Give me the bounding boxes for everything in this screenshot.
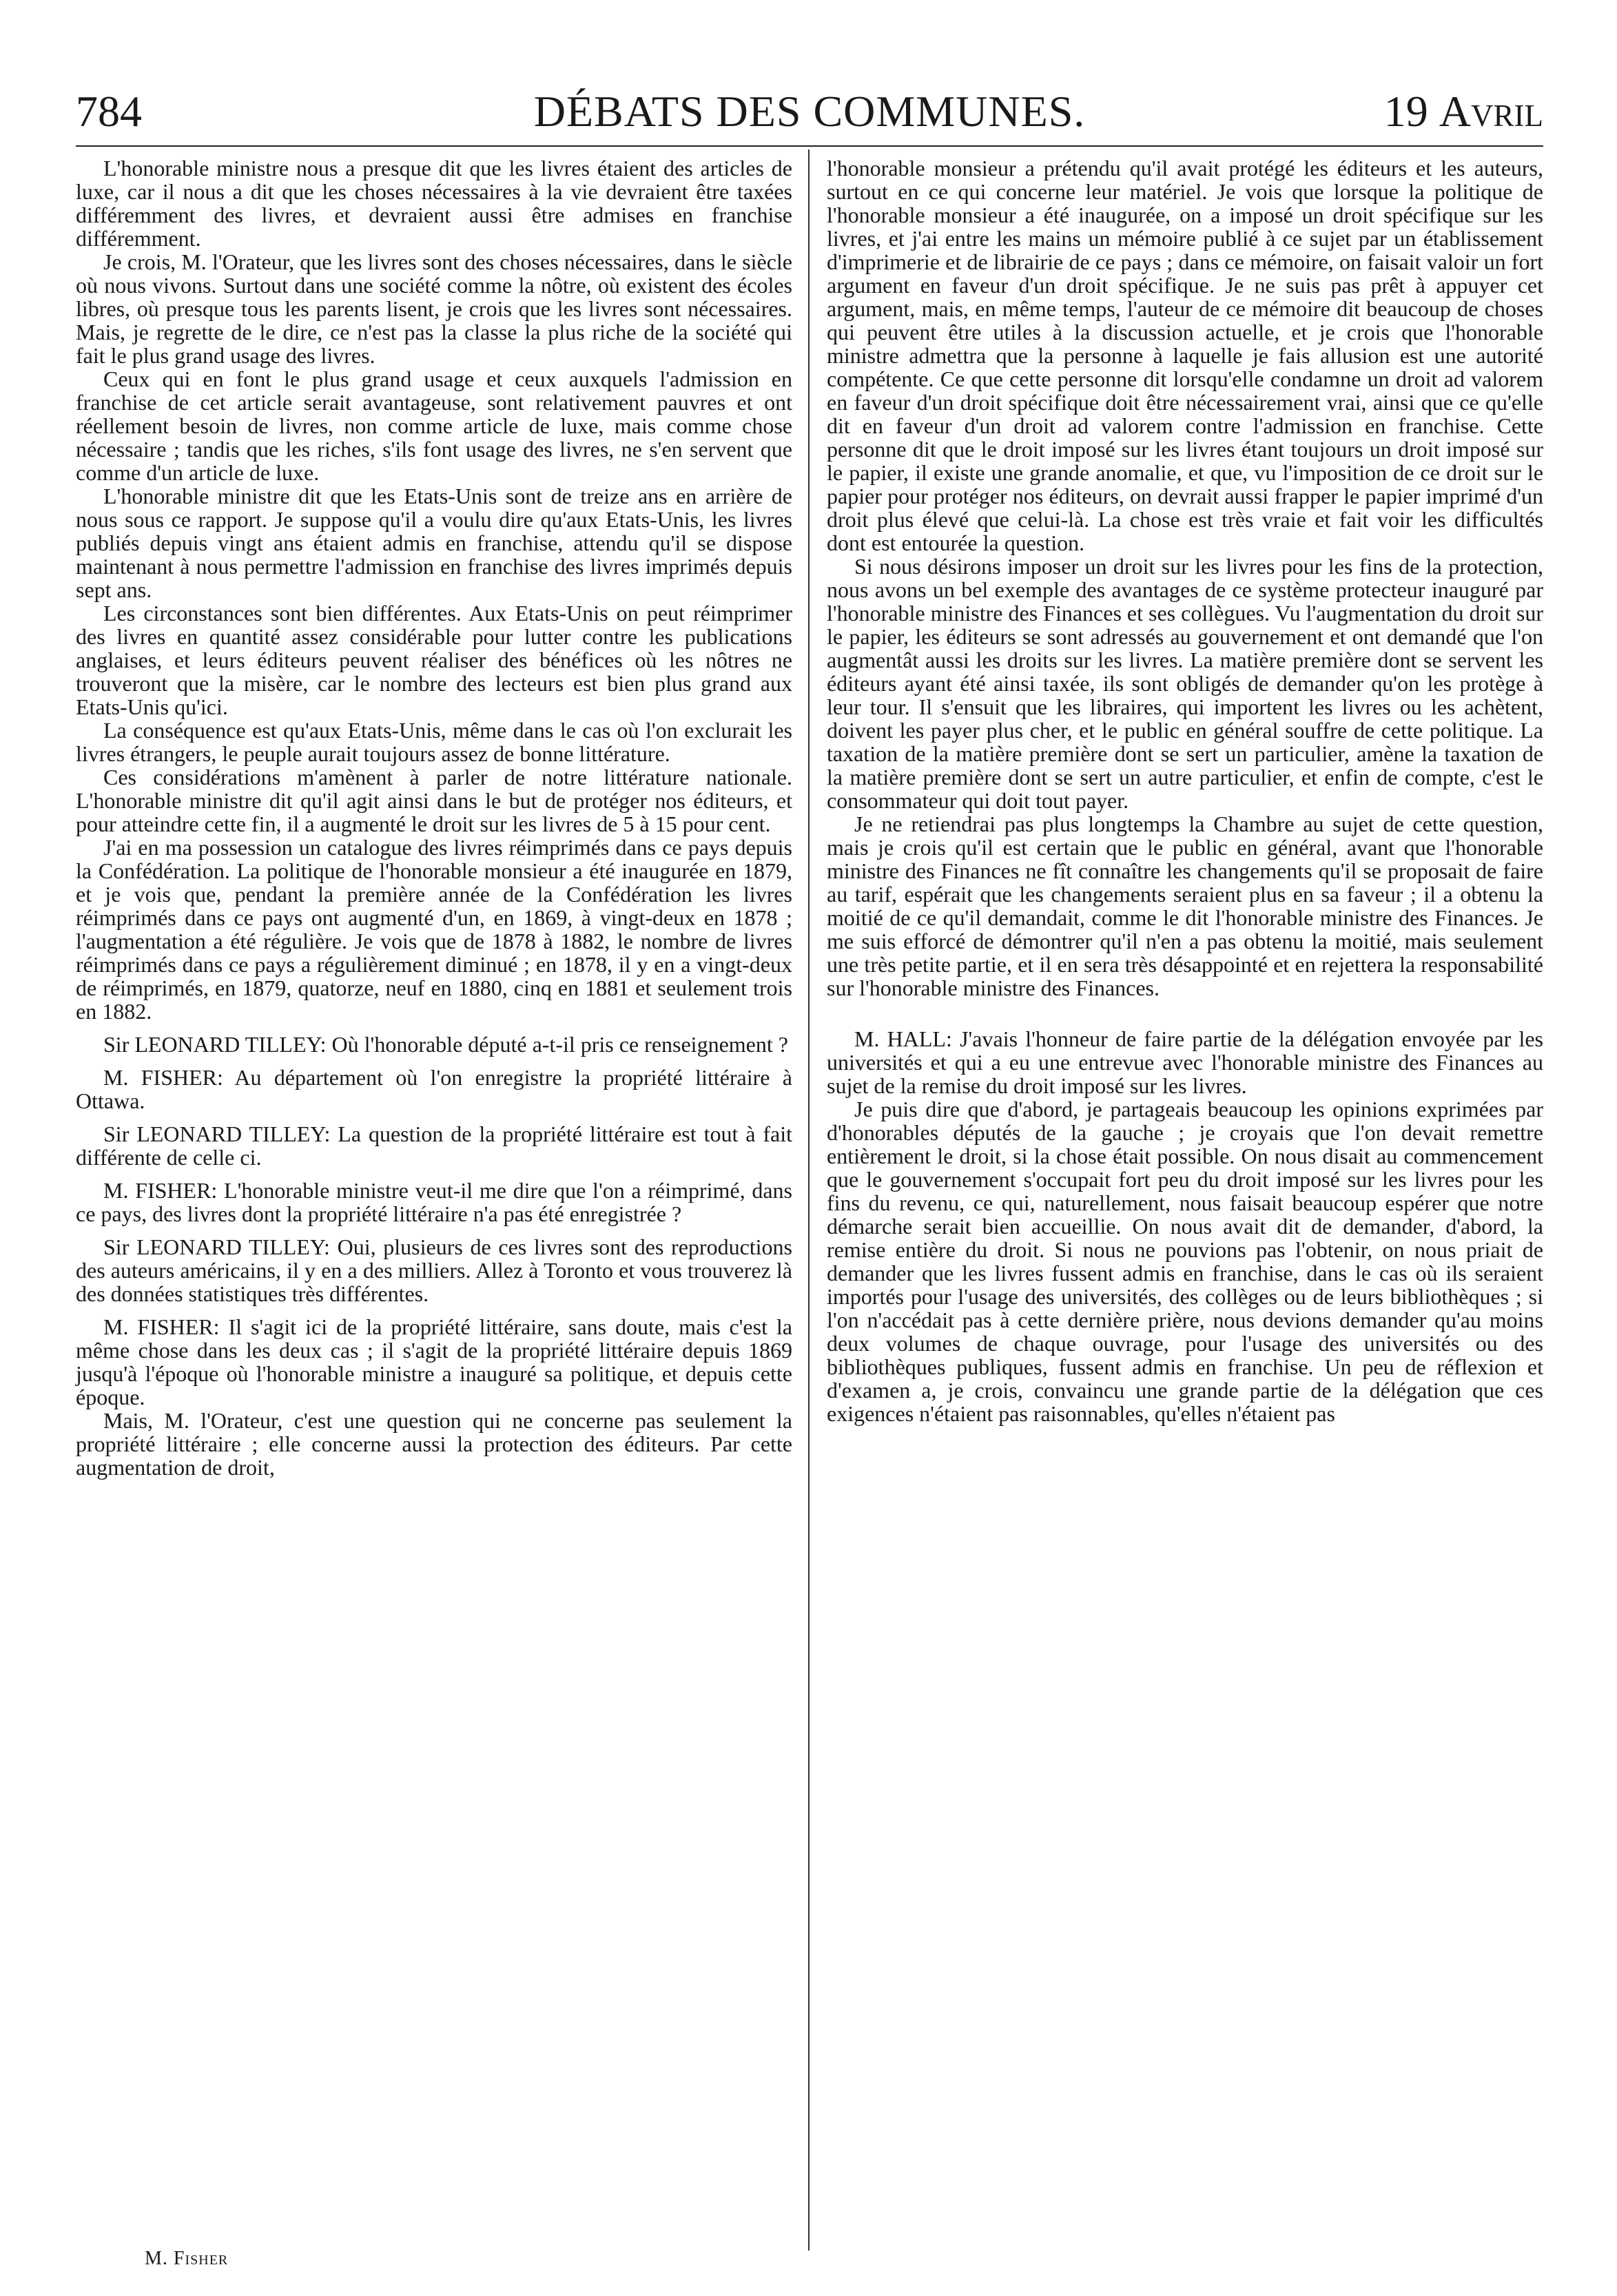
speech-paragraph: [76, 1235, 792, 1305]
speech-paragraph: [76, 1315, 792, 1409]
speech-text: : L'honorable ministre veut-il me dire que l'on a réimprimé, dans ce pays, des livres dont la propriété littéraire n'a pas été enregistrée ?: [76, 1178, 793, 1226]
page-header: [76, 86, 1543, 148]
speech-text: : Oui, plusieurs de ces livres sont des reproductions des auteurs américains, il y en a des milliers. Allez à Toronto et vous trouverez là des données statistiques très différentes.: [76, 1234, 792, 1306]
speaker-name: Sir LEONARD TILLEY: [103, 1234, 325, 1259]
paragraph: L'honorable ministre dit que les Etats-Unis sont de treize ans en arrière de nous sous ce rapport. Je suppose qu'il a voulu dire qu'aux Etats-Unis, les livres publiés depuis vingt ans étaient admis en franchise, attendu qu'il se dispose maintenant à nous permettre l'admission en franchise des livres imprimés depuis sept ans.: [76, 484, 792, 602]
running-footer: M. Fisher: [145, 2248, 229, 2269]
date-month: Avril: [1439, 87, 1543, 136]
paragraph: Ces considérations m'amènent à parler de notre littérature nationale. L'honorable ministre dit qu'il agit ainsi dans le but de protéger nos éditeurs, et pour atteindre cette fin, il a augmenté le droit sur les livres de 5 à 15 pour cent.: [76, 765, 792, 836]
page-title: DÉBATS DES COMMUNES.: [533, 87, 1086, 136]
paragraph: Les circonstances sont bien différentes. Aux Etats-Unis on peut réimprimer des livres en quantité assez considérable pour lutter contre les publications anglaises, et leurs éditeurs peuvent réaliser des bénéfices où les nôtres ne trouveront que la misère, car le nombre des lecteurs est bien plus grand aux Etats-Unis qu'ici.: [76, 601, 792, 719]
speaker-name: Sir LEONARD TILLEY: [103, 1032, 320, 1057]
speaker-name: M. FISHER: [103, 1065, 217, 1090]
paragraph: Je puis dire que d'abord, je partageais beaucoup les opinions exprimées par d'honorables députés de la gauche ; je croyais que l'on devait remettre entièrement le droit, si la chose était possible. On nous disait au commencement que le gouvernement s'occupait fort peu du droit imposé sur les livres pour les fins du revenu, ce qui, naturellement, nous faisait beaucoup espérer que notre démarche serait bien accueillie. On nous avait dit de demander, d'abord, la remise entière du droit. Si nous ne pouvions pas l'obtenir, on nous priait de demander que les livres fussent admis en franchise, dans le cas où ils seraient importés pour l'usage des universités, des collèges ou de leurs bibliothèques ; si l'on n'accédait pas à cette dernière prière, nous devions demander qu'au moins deux volumes de chaque ouvrage, pour l'usage des universités ou des bibliothèques publiques, fussent admis en franchise. Un peu de réflexion et d'examen a, je crois, convaincu une grande partie de la délégation que ces exigences n'étaient pas raisonnables, qu'elles n'étaient pas: [827, 1097, 1543, 1426]
speaker-name: M. FISHER: [103, 1314, 214, 1339]
speaker-name: Sir LEONARD TILLEY: [103, 1121, 325, 1146]
paragraph: Je ne retiendrai pas plus longtemps la Chambre au sujet de cette question, mais je crois qu'il est certain que le public en général, avant que l'honorable ministre des Finances ne fît connaître les changements qu'il se proposait de faire au tarif, espérait que les changements seraient plus en sa faveur ; il a obtenu la moitié de ce qu'il demandait, comme le dit l'honorable ministre des Finances. Je me suis efforcé de démontrer qu'il n'en a pas obtenu la moitié, mais seulement une très petite partie, et il en sera très désappointé et en rejettera la responsabilité sur l'honorable ministre des Finances.: [827, 811, 1543, 1000]
paragraph: l'honorable monsieur a prétendu qu'il avait protégé les éditeurs et les auteurs, surtout en ce qui concerne leur matériel. Je vois que lorsque la politique de l'honorable monsieur a été inaugurée, on a imposé un droit spécifique sur les livres, et j'ai entre les mains un mémoire publié à ce sujet par un établissement d'imprimerie et de librairie de ce pays ; dans ce mémoire, on faisait valoir un fort argument en faveur d'un droit spécifique. Je ne suis pas prêt à appuyer cet argument, mais, en même temps, l'auteur de ce mémoire dit beaucoup de choses qui peuvent être utiles à la discussion actuelle, et je crois que l'honorable ministre admettra que la personne à laquelle je fais allusion est une autorité compétente. Ce que cette personne dit lorsqu'elle condamne un droit ad valorem en faveur d'un droit spécifique doit être nécessairement vrai, ainsi que ce qu'elle dit en faveur d'un droit ad valorem contre l'admission en franchise. Cette personne dit que le droit imposé sur les livres étant toujours un droit imposé sur le papier, il existe une grande anomalie, et que, vu l'imposition de ce droit sur le papier pour protéger nos éditeurs, on devrait aussi frapper le papier imprimé d'un droit plus élevé que celui-là. La chose est très vraie et fait voir les difficultés dont est entourée la question.: [827, 156, 1543, 555]
speech-text: : Il s'agit ici de la propriété littéraire, sans doute, mais c'est la même chose dans les deux cas ; il s'agit de la propriété littéraire depuis 1869 jusqu'à l'époque où l'honorable ministre a inauguré sa politique, et depuis cette époque.: [76, 1314, 793, 1409]
speech-text: : J'avais l'honneur de faire partie de la délégation envoyée par les universités et qui a eu une entrevue avec l'honorable ministre des Finances au sujet de la remise du droit imposé sur les livres.: [827, 1026, 1544, 1098]
page-date: [1384, 86, 1543, 137]
left-column: [76, 156, 792, 1479]
right-column: [827, 156, 1543, 1425]
header-rule: [76, 145, 1543, 147]
paragraph: Mais, M. l'Orateur, c'est une question qui ne concerne pas seulement la propriété littéraire ; elle concerne aussi la protection des éditeurs. Par cette augmentation de droit,: [76, 1408, 792, 1480]
paragraph: Si nous désirons imposer un droit sur les livres pour les fins de la protection, nous avons un bel exemple des avantages de ce système protecteur inauguré par l'honorable ministre des Finances et ses collègues. Vu l'augmentation du droit sur le papier, les éditeurs se sont adressés au gouvernement et ont demandé que l'on augmentât aussi les droits sur les livres. La matière première dont se servent les éditeurs ayant été ainsi taxée, ils sont obligés de demander qu'on les protège à leur tour. Il s'ensuit que les libraires, qui importent les livres ou les achètent, doivent les payer plus cher, et le public en général souffre de cette politique. La taxation de la matière première dont se sert un particulier, amène la taxation de la matière première dont se sert un autre particulier, et enfin de compte, c'est le consommateur qui doit tout payer.: [827, 554, 1543, 813]
paragraph: Je crois, M. l'Orateur, que les livres sont des choses nécessaires, dans le siècle où nous vivons. Surtout dans une société comme la nôtre, où existent des écoles libres, où presque tous les parents lisent, je crois que les livres sont nécessaires. Mais, je regrette de le dire, ce n'est pas la classe la plus riche de la société qui fait le plus grand usage des livres.: [76, 249, 792, 368]
speech-paragraph: [76, 1066, 792, 1113]
paragraph: J'ai en ma possession un catalogue des livres réimprimés dans ce pays depuis la Confédération. La politique de l'honorable monsieur a été inaugurée en 1879, et je vois que, pendant la première année de la Confédération les livres réimprimés dans ce pays ont augmenté d'un, en 1869, à vingt-deux en 1878 ; l'augmentation a été régulière. Je vois que de 1878 à 1882, le nombre de livres réimprimés dans ce pays a régulièrement diminué ; en 1878, il y en a vingt-deux de réimprimés, en 1879, quatorze, neuf en 1880, cinq en 1881 et seulement trois en 1882.: [76, 835, 792, 1024]
speech-paragraph: [76, 1033, 792, 1056]
date-day: 19: [1383, 87, 1428, 136]
speech-text: : Au département où l'on enregistre la propriété littéraire à Ottawa.: [76, 1065, 793, 1113]
speech-paragraph: [76, 1122, 792, 1169]
paragraph: La conséquence est qu'aux Etats-Unis, même dans le cas où l'on exclurait les livres étrangers, le peuple aurait toujours assez de bonne littérature.: [76, 718, 792, 766]
paragraph: L'honorable ministre nous a presque dit que les livres étaient des articles de luxe, car il nous a dit que les choses nécessaires à la vie devraient être taxées différemment des livres, et devraient aussi être admises en franchise différemment.: [76, 156, 792, 251]
column-divider: [808, 149, 810, 2251]
page-number: 784: [76, 87, 142, 136]
speaker-name: M. HALL: [854, 1026, 946, 1051]
paragraph: Ceux qui en font le plus grand usage et ceux auxquels l'admission en franchise de cet article serait avantageuse, sont relativement pauvres et ont réellement besoin de livres, non comme article de luxe, mais comme chose nécessaire ; tandis que les riches, s'ils font usage des livres, ne s'en servent que comme d'un article de luxe.: [76, 366, 792, 485]
speech-paragraph: [827, 1027, 1543, 1097]
page: [76, 72, 1544, 2269]
speech-paragraph: [76, 1179, 792, 1225]
speech-text: : La question de la propriété littéraire est tout à fait différente de celle ci.: [76, 1121, 793, 1170]
speaker-name: M. FISHER: [103, 1178, 212, 1203]
speech-text: : Où l'honorable député a-t-il pris ce renseignement ?: [320, 1032, 788, 1057]
